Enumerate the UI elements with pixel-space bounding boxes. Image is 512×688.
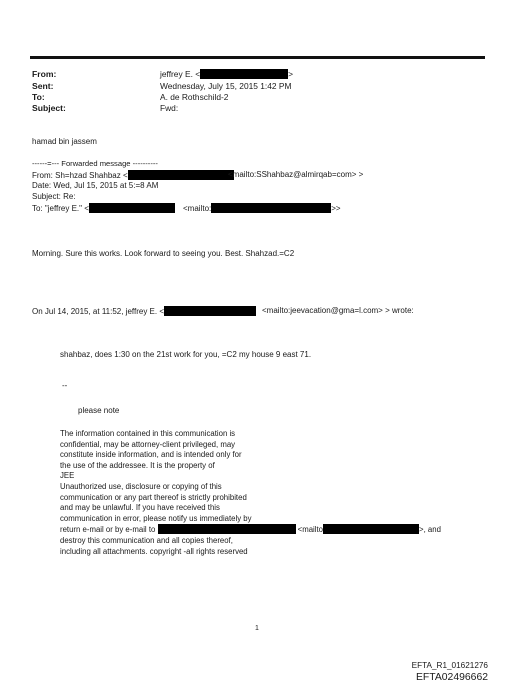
disclaimer-return-line <box>60 524 441 536</box>
forwarded-to-mailto: <mailto: <box>183 204 212 213</box>
page-number: 1 <box>255 625 259 632</box>
sent-label: Sent: <box>32 81 54 91</box>
forwarded-to-prefix: To: "jeffrey E." < <box>32 204 89 213</box>
footer-id-small: EFTA_R1_01621276 <box>411 661 488 670</box>
disclaimer-line: and may be unlawful. If you have received this <box>60 503 220 513</box>
reply-text: Morning. Sure this works. Look forward to seeing you. Best. Shahzad.=C2 <box>32 249 295 258</box>
forwarded-to-mailto-line <box>183 203 341 213</box>
redaction-block <box>164 306 256 316</box>
forwarded-from <box>32 170 234 180</box>
subject-value: Fwd: <box>160 103 179 113</box>
quote-header <box>32 306 256 316</box>
disclaimer-return-tail: >, and <box>419 525 441 535</box>
forwarded-from-prefix: From: Sh=hzad Shahbaz < <box>32 171 128 180</box>
signature-dash: -- <box>62 381 68 390</box>
quote-header-prefix: On Jul 14, 2015, at 11:52, jeffrey E. < <box>32 307 165 316</box>
from-value <box>160 69 293 79</box>
header-rule <box>30 56 485 59</box>
disclaimer-line: including all attachments. copyright -all rights reserved <box>60 546 248 556</box>
redaction-block <box>158 524 296 534</box>
disclaimer-return-mailto: <mailto <box>297 525 324 535</box>
from-tail: > <box>288 69 294 79</box>
body-first-line: hamad bin jassem <box>32 137 97 146</box>
disclaimer-text <box>60 429 441 557</box>
disclaimer-line: constitute inside information, and is intended only for <box>60 450 242 460</box>
disclaimer-line: destroy this communication and all copies thereof, <box>60 535 233 545</box>
disclaimer-line: the use of the addressee. It is the property of <box>60 460 215 470</box>
forwarded-to-tail: >> <box>331 204 341 213</box>
forwarded-date: Date: Wed, Jul 15, 2015 at 5:=8 AM <box>32 181 159 190</box>
from-name: jeffrey E. < <box>160 69 201 79</box>
disclaimer-line: JEE <box>60 471 75 481</box>
quote-header-mailto: <mailto:jeevacation@gma=l.com> > wrote: <box>262 306 414 315</box>
disclaimer-line: communication in error, please notify us immediately by <box>60 513 252 523</box>
quoted-text: shahbaz, does 1:30 on the 21st work for you, =C2 my house 9 east 71. <box>60 350 312 359</box>
disclaimer-line: communication or any part thereof is strictly prohibited <box>60 492 247 502</box>
from-label: From: <box>32 69 57 79</box>
footer-id-large: EFTA02496662 <box>415 672 488 683</box>
forwarded-to <box>32 203 175 213</box>
redaction-block <box>211 203 331 213</box>
redaction-block <box>89 203 175 213</box>
redaction-block <box>128 170 234 180</box>
to-value: A. de Rothschild-2 <box>160 92 229 102</box>
disclaimer-return-prefix: return e-mail or by e-mail to <box>60 525 156 535</box>
sent-value: Wednesday, July 15, 2015 1:42 PM <box>160 81 292 91</box>
forwarded-from-mailto: <mailto:SShahbaz@almirqab=com> > <box>228 170 364 179</box>
forwarded-subject: Subject: Re: <box>32 192 76 201</box>
to-label: To: <box>32 92 45 102</box>
disclaimer-line: The information contained in this communication is <box>60 429 236 438</box>
forwarded-marker: ------=--- Forwarded message ---------- <box>32 159 158 168</box>
redaction-block <box>323 524 419 534</box>
subject-label: Subject: <box>32 103 66 113</box>
disclaimer-line: confidential, may be attorney-client privileged, may <box>60 439 236 449</box>
please-note: please note <box>78 406 120 415</box>
redaction-block <box>200 69 288 79</box>
disclaimer-line: Unauthorized use, disclosure or copying of this <box>60 481 222 491</box>
